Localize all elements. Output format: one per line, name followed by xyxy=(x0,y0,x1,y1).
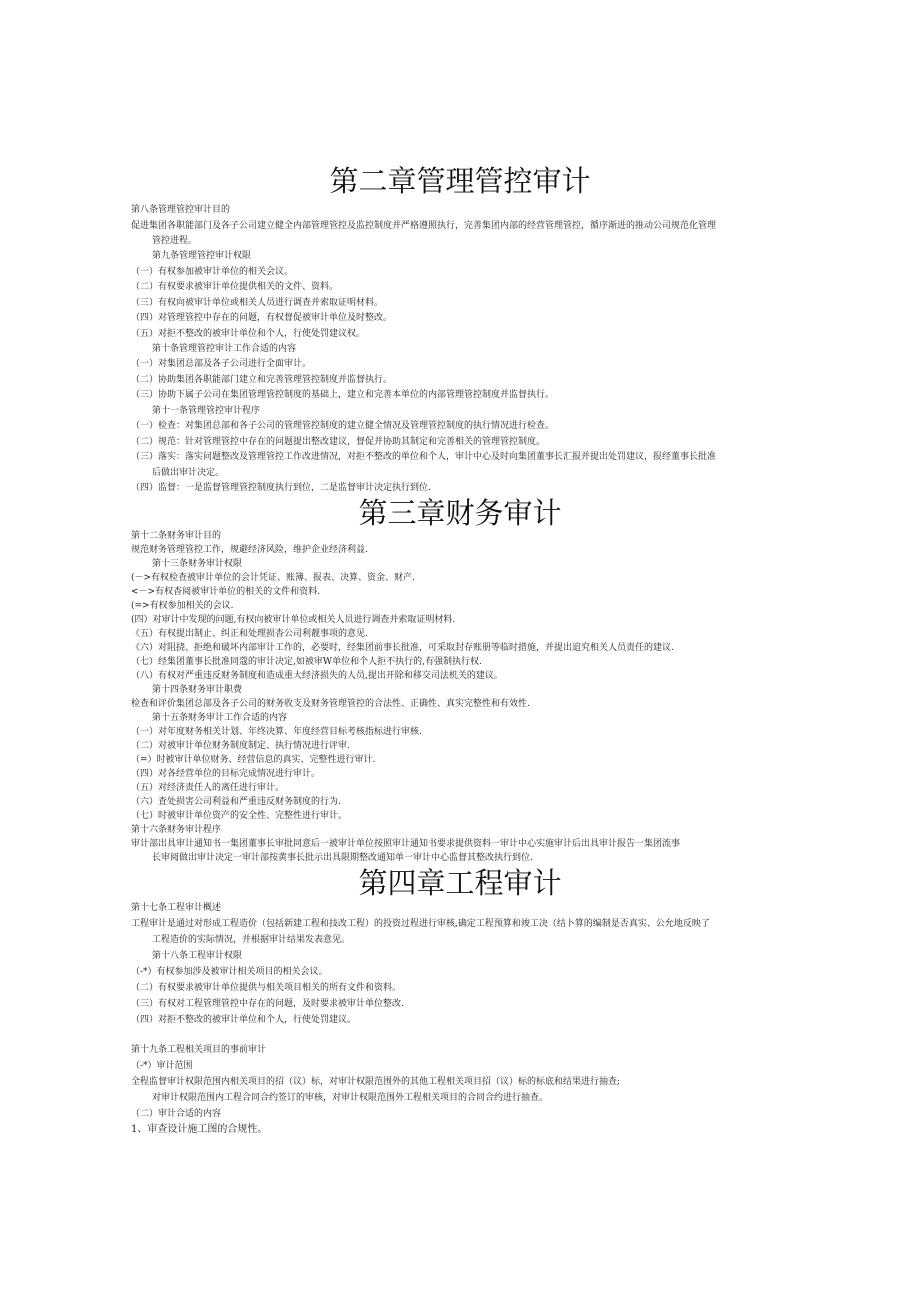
article-title: 第十四条财务审计职费 xyxy=(152,685,243,695)
list-item-continuation: 后做出审计决定。 xyxy=(152,468,225,478)
list-item: （-*）有权参加涉及被审计相关项目的相关会议。 xyxy=(131,967,328,977)
article-title: 第十一条管理管控审计程序 xyxy=(152,406,261,416)
article-title: 第十八条工程审计权限 xyxy=(152,951,243,961)
paragraph: 审计部出具审计通知书一集团董事长审批同意后一被审计单位按照审计通知书要求提供资料一审计中心实施审计后出具审计报告一集团流事 xyxy=(131,839,681,849)
list-item: (四）对审计中发现的问题,有权向被审计单位或相关人员进行调查并索取证明材料. xyxy=(131,615,456,625)
list-item: （-*）审计范围 xyxy=(131,1061,193,1071)
chapter-heading: 第二章管理管控审计 xyxy=(329,164,591,198)
article-title: 第十七条工程审计概述 xyxy=(131,903,222,913)
list-item: 《六）对阻挠、拒绝和破坏内部审计工作的，必要时，经集团前事长批准，可采取封存账册等临时措施，并提出追究相关人员责任的建议. xyxy=(131,643,674,653)
list-item: （七）时被审计单位资产的安全性、完整性进行审计。 xyxy=(131,811,348,821)
list-item: （一）对年度财务相关计划、年终决算、年度经营目标考核指标进行审核. xyxy=(131,727,422,737)
list-item: （六）査处损害公司利益和严重违反财务制度的行为. xyxy=(131,797,341,807)
paragraph: 促进集团各职能部门及各子公司建立健全内部管理管控及监控制度并严格遵照执行，完善集团内部的经营管理管控，循序渐进的推动公司规范化管理 xyxy=(131,221,717,231)
list-item: （二）有权要求被审计单位提供与相关项目相关的所有文件和资料。 xyxy=(131,983,402,993)
chapter-heading: 第三章财务审计 xyxy=(358,496,562,530)
list-item: 《五）有权提出制止、纠正和处理损杳公司利靓事项的意见. xyxy=(131,629,368,639)
paragraph: 规范财务管理管控工作，规避经济风险，维护企业经济利益. xyxy=(131,545,368,555)
paragraph-continuation: 工程造价的实际情况，并根据审计结果发表意见。 xyxy=(152,935,351,945)
list-item: （四）对管理管控中存在的问题，有权督促被审计单位及时整改。 xyxy=(131,313,393,323)
paragraph: 对审计权限范围内工程合同合约签订的审核，对审计权限范围外工程相关项目的合同合约进行抽查。 xyxy=(152,1093,549,1103)
chapter-heading: 第四章工程审计 xyxy=(358,866,562,900)
paragraph: 工程审计是通过对形成工程造价（包括新建工程和技改工程）的投资过程进行审核,确定工程预算和竣工决（结卜算的编制是否真实、公允地反映了 xyxy=(131,919,710,929)
list-item: （二）有权要求被审计单位提供相关的文件、资料。 xyxy=(131,282,339,292)
article-title: 第十条管理管控审计工作合适的内容 xyxy=(152,344,297,354)
list-item: （三）落实：落实问题整改及管理管控工作改进情况，对拒不整改的单位和个人，审计中心及时向集团董事长汇报并提出处罚建议，报经董事长批准 xyxy=(131,452,717,462)
list-item: （一）检查：对集团总部和各子公司的管理管控制度的建立健全情况及管理管控制度的执行情况进行检查。 xyxy=(131,421,555,431)
list-item: （四）对各经营单位的目标完成情况进行审计。 xyxy=(131,769,321,779)
list-item: (－>有权检查被审计单位的会计凭证、账簿、报表、决算、资金、财产. xyxy=(131,573,415,583)
list-item: （五）对拒不整改的被审计单位和个人，行使处罚建议权。 xyxy=(131,329,366,339)
list-item: （二）协助集团各职能部门建立和完善管理管控制度并监督执行。 xyxy=(131,375,393,385)
list-item: （八）有权对严重违反财务制度和造成重大经济损失的人员,提出开除和移交司法机关的建议。 xyxy=(131,671,503,681)
list-item: （三）有权向被审计单位或相关人员进行调查并索取证明材料。 xyxy=(131,298,384,308)
article-title: 第十三条财务审计权限 xyxy=(152,559,243,569)
list-item: （二）规范：针对管理管控中存在的问题提出整改建议，督促并协助其制定和完善相关的管理管控制度。 xyxy=(131,437,546,447)
list-item: （三）协助下属子公司在集团管理管控制度的基础上，建立和完善本单位的内部管理管控制度并监督执行。 xyxy=(131,390,555,400)
article-title: 第八条管理管控审计目的 xyxy=(131,205,231,215)
paragraph: 全程监督审计权限范围内相关项目的招（议）标，对审计权限范围外的其他工程相关项目招（议）标的标底和结果进行抽查; xyxy=(131,1077,621,1087)
list-item: (=>有权参加相关的会议. xyxy=(131,601,234,611)
list-item: 1、审查设计施工图的合规性。 xyxy=(131,1124,268,1135)
list-item: （七）经集团董事长批准同蔻的审计决定,如被审W单位和个人拒不执行的,有强制执行权. xyxy=(131,657,482,667)
list-item: （一）对集团总部及各子公司进行全面审计。 xyxy=(131,359,312,369)
article-title: 第十二条财务审计目的 xyxy=(131,531,222,541)
paragraph: 检查和评价集团总部及各子公司的财务收支及财务管理管控的合法性、正确性、真实完整性和有效性. xyxy=(131,699,530,709)
list-item: （二）审计合适的内容 xyxy=(131,1109,222,1119)
list-item: （五）对经济责任人的离任进行审计。 xyxy=(131,783,285,793)
paragraph-continuation: 长审阅做出审计决定一审计部按黄事长批示出具限期整改通知单一审计中心监督其整改执行到位. xyxy=(152,853,533,863)
list-item: <－>有权杳阅被审计单位的相关的文件和资料. xyxy=(131,587,320,597)
article-title: 第九条管理管控审计权限 xyxy=(152,251,252,261)
list-item: （二）对被审计单位财务制度制定、执行情况进行评审. xyxy=(131,741,350,751)
list-item: （一）有权参加被审计单位的相关会议。 xyxy=(131,267,294,277)
list-item: （四）对拒不整改的被审计单位和个人，行使处罚建议。 xyxy=(131,1015,357,1025)
article-title: 第十九条工程相关项目的事前审计 xyxy=(131,1045,267,1055)
list-item: （四）监督：一是监督管理管控制度执行到位，二是监督审计决定执行到位. xyxy=(131,483,431,493)
paragraph-continuation: 管控进程。 xyxy=(152,236,198,246)
article-title: 第十六条财务审计程序 xyxy=(131,825,222,835)
list-item: （=）时被审计单位财务、经营信息的真实、完整性进行审计. xyxy=(131,755,376,765)
list-item: （三）有权对工程管理管控中存在的问题，及时要求被审计单位整改. xyxy=(131,999,404,1009)
article-title: 第十五条财务审计工作合适的内容 xyxy=(152,713,288,723)
